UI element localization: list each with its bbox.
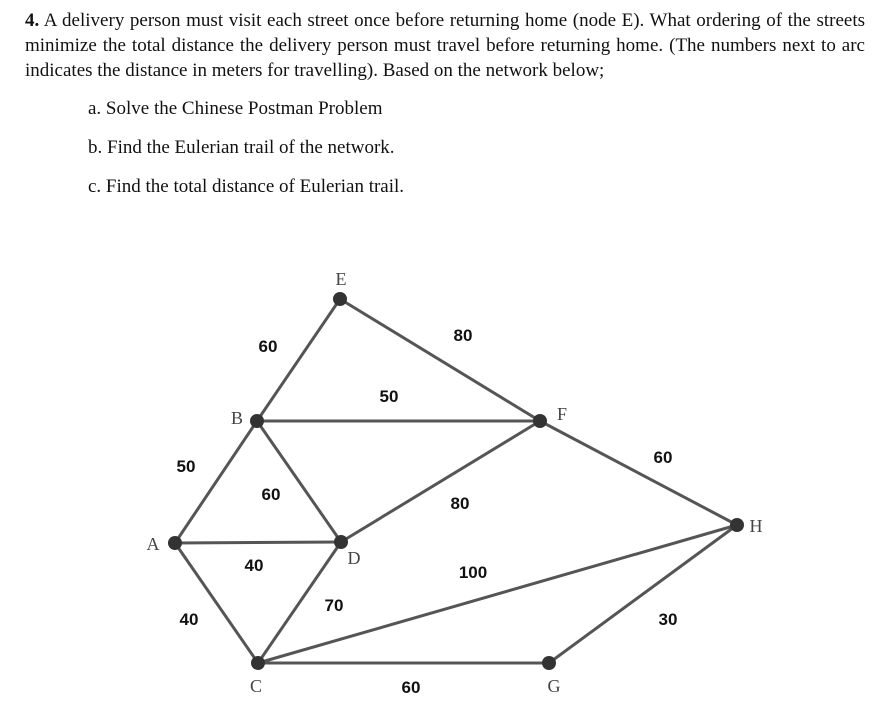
node-c	[251, 656, 265, 670]
edge-e-f	[340, 299, 540, 421]
edge-c-h	[258, 525, 737, 663]
edge-label-f-h: 60	[653, 448, 673, 467]
node-d	[334, 535, 348, 549]
node-label-b: B	[230, 408, 244, 428]
edge-label-c-h: 100	[458, 563, 488, 582]
node-label-g: G	[547, 676, 561, 696]
edge-label-b-f: 50	[379, 387, 399, 406]
node-label-e: E	[335, 269, 347, 289]
question-number: 4.	[25, 10, 40, 31]
node-label-d: D	[347, 548, 361, 568]
node-label-f: F	[556, 404, 568, 424]
node-h	[730, 518, 744, 532]
node-e	[333, 292, 347, 306]
edge-e-b	[257, 299, 340, 421]
part-a: a. Solve the Chinese Postman Problem	[88, 98, 383, 119]
node-b	[250, 414, 264, 428]
node-label-c: C	[249, 676, 263, 696]
edge-label-b-d: 60	[261, 485, 281, 504]
edge-label-d-c: 70	[324, 596, 344, 615]
node-a	[168, 536, 182, 550]
node-f	[533, 414, 547, 428]
edge-label-a-d: 40	[244, 556, 264, 575]
edge-label-d-f: 80	[450, 494, 470, 513]
edge-label-g-h: 30	[658, 610, 678, 629]
edge-a-d	[175, 542, 341, 543]
part-b: b. Find the Eulerian trail of the network.	[88, 137, 395, 158]
part-c: c. Find the total distance of Eulerian trail.	[88, 176, 405, 197]
edge-g-h	[549, 525, 737, 663]
node-g	[542, 656, 556, 670]
edge-a-b	[175, 421, 257, 543]
edge-label-a-c: 40	[179, 610, 199, 629]
edge-f-h	[540, 421, 737, 525]
edge-label-e-b: 60	[258, 337, 278, 356]
node-label-a: A	[146, 534, 160, 554]
edge-b-d	[257, 421, 341, 542]
node-label-h: H	[749, 516, 763, 536]
question-body: A delivery person must visit each street once before returning home (node E). What ordering of the streets minimize the total distance the delivery person must travel before returning home. (The numbers next to arc indicates the distance in meters for travelling). Based on the network below;	[25, 10, 865, 81]
edge-label-c-g: 60	[401, 678, 421, 697]
edge-label-e-f: 80	[453, 326, 473, 345]
edge-label-a-b: 50	[176, 457, 196, 476]
edge-d-f	[341, 421, 540, 542]
